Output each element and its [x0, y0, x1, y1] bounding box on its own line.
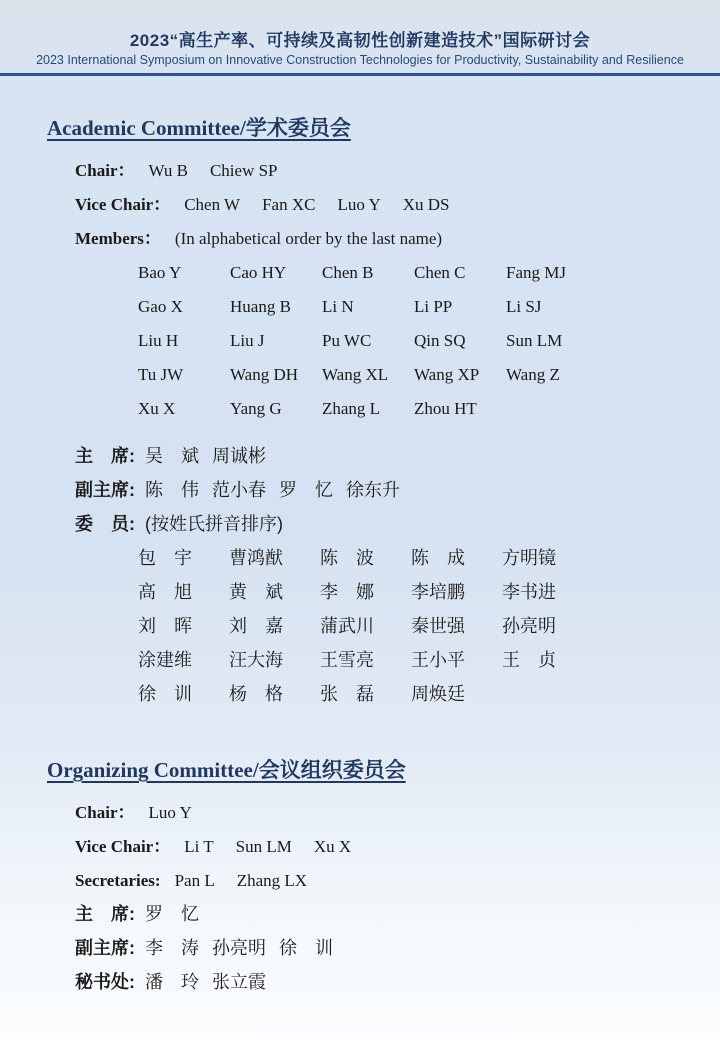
- chair-names: [149, 161, 300, 180]
- member-grid-row: [138, 262, 690, 283]
- member-name: Pu WC: [322, 331, 372, 350]
- member-name: 周焕廷: [411, 684, 465, 704]
- member-grid-row: [138, 296, 690, 317]
- member-name: 刘 嘉: [229, 616, 283, 636]
- member-name: 陈 伟: [145, 480, 199, 500]
- organizing-vice-chair-row: [47, 836, 690, 857]
- member-name: 高 旭: [138, 582, 192, 602]
- member-name: 徐 训: [138, 684, 192, 704]
- member-name: Chen B: [322, 263, 374, 282]
- member-name: 陈 波: [320, 548, 374, 568]
- member-name: Wang DH: [230, 365, 299, 384]
- members-note-zh: (按姓氏拼音排序): [145, 514, 283, 534]
- member-name: 王小平: [411, 650, 465, 670]
- academic-members-row-zh: [47, 514, 690, 535]
- academic-committee-heading: Academic Committee/学术委员会: [47, 116, 351, 140]
- member-grid-row: [138, 582, 690, 603]
- vice-chair-names: [184, 195, 471, 214]
- member-name: Zhou HT: [414, 399, 477, 418]
- academic-vice-chair-row: [47, 194, 690, 215]
- vice-chair-label-zh: 副主席:: [75, 938, 135, 958]
- chair-names: [149, 803, 214, 822]
- member-name: 方明镜: [502, 548, 556, 568]
- member-grid-row: [138, 548, 690, 569]
- member-name: Xu X: [313, 837, 352, 856]
- chair-label-zh: 主 席:: [75, 904, 135, 924]
- member-name: 汪大海: [229, 650, 283, 670]
- member-name: 李培鹏: [411, 582, 465, 602]
- member-grid-row: [138, 616, 690, 637]
- member-name: Liu H: [138, 331, 179, 350]
- member-name: 周诚彬: [212, 446, 266, 466]
- member-name: 吴 斌: [145, 446, 199, 466]
- member-grid-row: [138, 650, 690, 671]
- symposium-title-zh: 2023“高生产率、可持续及高韧性创新建造技术”国际研讨会: [129, 31, 591, 50]
- member-name: Huang B: [230, 297, 291, 316]
- secretaries-names-zh: [145, 972, 279, 992]
- members-note: (In alphabetical order by the last name): [174, 229, 443, 248]
- academic-chair-row: [47, 160, 690, 181]
- member-name: Wang Z: [506, 365, 560, 384]
- member-grid-row: [138, 684, 690, 705]
- member-name: Xu DS: [402, 195, 450, 214]
- vice-chair-names: [184, 837, 373, 856]
- member-name: Chiew SP: [209, 161, 278, 180]
- member-name: Bao Y: [138, 263, 182, 282]
- organizing-secretaries-row: [47, 870, 690, 891]
- vice-chair-names-zh: [145, 480, 413, 500]
- member-name: 蒲武川: [320, 616, 374, 636]
- member-name: 黄 斌: [229, 582, 283, 602]
- symposium-title-en: 2023 International Symposium on Innovative Construction Technologies for Productivity, Sustainability and Resilience: [36, 53, 684, 67]
- member-name: Cao HY: [230, 263, 287, 282]
- member-name: Luo Y: [148, 803, 192, 822]
- member-name: Wang XL: [322, 365, 389, 384]
- member-name: Luo Y: [337, 195, 381, 214]
- member-name: 包 宇: [138, 548, 192, 568]
- member-name: Zhang LX: [236, 871, 308, 890]
- academic-vice-chair-row-zh: [47, 480, 690, 501]
- member-name: 涂建维: [138, 650, 192, 670]
- member-name: 罗 忆: [279, 480, 333, 500]
- chair-label: Chair：: [75, 161, 135, 180]
- vice-chair-names-zh: [145, 938, 346, 958]
- member-name: Zhang L: [322, 399, 381, 418]
- academic-members-row: [47, 228, 690, 249]
- member-name: 杨 格: [229, 684, 283, 704]
- member-name: Xu X: [138, 399, 176, 418]
- member-name: 张立霞: [212, 972, 266, 992]
- member-name: Li PP: [414, 297, 453, 316]
- academic-committee-zh-block: [47, 446, 690, 705]
- member-name: Chen C: [414, 263, 466, 282]
- member-name: 王 贞: [502, 650, 556, 670]
- members-label-zh: 委 员:: [75, 514, 135, 534]
- vice-chair-label: Vice Chair：: [75, 195, 171, 214]
- member-grid-row: [138, 364, 690, 385]
- member-name: 李 涛: [145, 938, 199, 958]
- chair-label: Chair：: [75, 803, 135, 822]
- chair-names-zh: [145, 904, 212, 924]
- chair-label-zh: 主 席:: [75, 446, 135, 466]
- page-header: [0, 0, 720, 76]
- member-name: 刘 晖: [138, 616, 192, 636]
- member-name: 张 磊: [320, 684, 374, 704]
- content: [0, 76, 720, 993]
- academic-members-grid-zh: [138, 548, 690, 705]
- member-name: 范小春: [212, 480, 266, 500]
- member-name: 秦世强: [411, 616, 465, 636]
- academic-chair-row-zh: [47, 446, 690, 467]
- secretaries-names: [175, 871, 329, 890]
- member-grid-row: [138, 330, 690, 351]
- members-label: Members：: [75, 229, 161, 248]
- member-name: 李 娜: [320, 582, 374, 602]
- member-name: 徐 训: [279, 938, 333, 958]
- member-name: Liu J: [230, 331, 265, 350]
- member-name: Fan XC: [262, 195, 316, 214]
- organizing-committee-zh-block: [47, 904, 690, 993]
- vice-chair-label: Vice Chair：: [75, 837, 171, 856]
- member-name: 陈 成: [411, 548, 465, 568]
- member-name: 罗 忆: [145, 904, 199, 924]
- member-name: Sun LM: [506, 331, 563, 350]
- member-name: Gao X: [138, 297, 183, 316]
- member-name: Wang XP: [414, 365, 480, 384]
- member-name: 曹鸿猷: [229, 548, 283, 568]
- member-name: Pan L: [174, 871, 215, 890]
- secretaries-label-zh: 秘书处:: [75, 972, 135, 992]
- member-name: Li N: [322, 297, 354, 316]
- member-name: Yang G: [230, 399, 282, 418]
- organizing-committee-heading: Organizing Committee/会议组织委员会: [47, 758, 406, 782]
- member-name: Li SJ: [506, 297, 542, 316]
- member-name: Wu B: [148, 161, 188, 180]
- member-name: Chen W: [184, 195, 241, 214]
- member-name: Sun LM: [235, 837, 292, 856]
- academic-members-grid-en: [138, 262, 690, 419]
- vice-chair-label-zh: 副主席:: [75, 480, 135, 500]
- member-name: 潘 玲: [145, 972, 199, 992]
- organizing-chair-row-zh: [47, 904, 690, 925]
- organizing-vice-chair-row-zh: [47, 938, 690, 959]
- organizing-secretaries-row-zh: [47, 972, 690, 993]
- member-name: 李书进: [502, 582, 556, 602]
- chair-names-zh: [145, 446, 279, 466]
- organizing-chair-row: [47, 802, 690, 823]
- member-name: Tu JW: [138, 365, 184, 384]
- member-name: Fang MJ: [506, 263, 566, 282]
- member-name: 孙亮明: [502, 616, 556, 636]
- member-name: 徐东升: [346, 480, 400, 500]
- member-name: 王雪亮: [320, 650, 374, 670]
- secretaries-label: Secretaries:: [75, 871, 161, 890]
- member-name: 孙亮明: [212, 938, 266, 958]
- member-name: Qin SQ: [414, 331, 466, 350]
- member-grid-row: [138, 398, 690, 419]
- member-name: Li T: [184, 837, 214, 856]
